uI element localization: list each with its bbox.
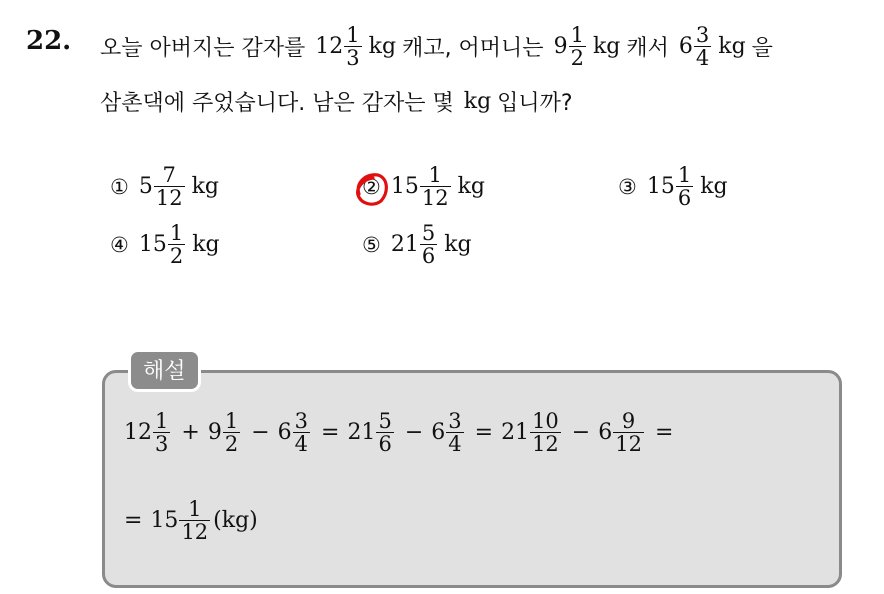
fraction	[153, 410, 170, 455]
question-text-5: 삼촌댁에 주었습니다. 남은 감자는 몇	[100, 91, 454, 116]
fraction	[154, 164, 185, 209]
denominator: 12	[532, 432, 559, 457]
numerator: 3	[448, 409, 462, 433]
fraction	[344, 24, 361, 69]
question-text-3: 캐서	[626, 36, 669, 62]
mixed-whole: 5	[138, 174, 153, 200]
fraction	[446, 410, 463, 455]
fraction	[694, 24, 711, 69]
denominator: 2	[570, 46, 584, 71]
answer-circle-icon	[353, 170, 391, 208]
choice-3[interactable]	[618, 164, 734, 209]
mixed-whole: 6	[678, 34, 693, 60]
numerator: 5	[378, 409, 392, 433]
numerator: 5	[421, 221, 436, 245]
fraction	[676, 164, 693, 209]
denominator: 4	[448, 432, 462, 457]
question-text-4: 을	[751, 36, 773, 62]
denominator: 4	[294, 432, 308, 457]
choice-marker: ③	[618, 174, 637, 199]
numerator: 1	[188, 497, 202, 521]
mixed-whole: 6	[431, 420, 446, 446]
mixed-whole: 21	[347, 420, 376, 446]
denominator: 6	[421, 244, 436, 269]
fraction	[569, 24, 586, 69]
question-text-6: 입니까?	[497, 91, 573, 116]
fraction	[420, 164, 451, 209]
fraction	[168, 222, 185, 267]
denominator: 3	[155, 432, 169, 457]
numerator: 3	[294, 409, 308, 433]
numerator: 1	[155, 409, 169, 433]
unit-kg: kg	[192, 232, 220, 258]
choice-5[interactable]	[362, 222, 478, 267]
solution-tag: 해설	[128, 349, 201, 392]
choice-marker: ④	[110, 232, 129, 257]
question-number: 22.	[26, 26, 72, 56]
numerator: 1	[169, 221, 184, 245]
denominator: 4	[695, 46, 710, 71]
mixed-whole: 12	[315, 34, 344, 60]
numerator: 1	[677, 163, 692, 187]
mixed-whole: 15	[150, 508, 179, 534]
mixed-whole: 15	[138, 232, 167, 258]
mixed-whole: 9	[553, 34, 568, 60]
equals: =	[321, 420, 340, 446]
question-line-1	[100, 24, 773, 69]
operator: −	[404, 420, 424, 446]
numerator: 10	[532, 409, 559, 433]
unit-kg: kg	[700, 174, 728, 200]
choice-marker: ②	[362, 174, 381, 199]
fraction	[376, 410, 393, 455]
fraction	[223, 410, 240, 455]
mixed-whole: 9	[207, 420, 222, 446]
mixed-whole: 6	[598, 420, 613, 446]
unit-kg: kg	[718, 34, 746, 60]
numerator: 1	[428, 163, 442, 187]
fraction	[613, 410, 644, 455]
denominator: 2	[224, 432, 239, 457]
denominator: 12	[181, 520, 209, 545]
denominator: 12	[615, 432, 642, 457]
unit-kg: kg	[457, 174, 485, 200]
choice-4[interactable]	[110, 222, 226, 267]
fraction	[420, 222, 437, 267]
fraction	[179, 498, 210, 543]
numerator: 1	[570, 23, 584, 47]
mixed-whole: 15	[390, 174, 419, 200]
fraction	[530, 410, 561, 455]
mixed-whole: 12	[124, 420, 152, 446]
question-text-1: 오늘 아버지는 감자를	[100, 36, 306, 62]
unit-kg: kg	[368, 34, 397, 60]
mixed-whole: 21	[501, 420, 530, 446]
numerator: 9	[621, 409, 636, 433]
numerator: 7	[162, 163, 176, 187]
denominator: 12	[421, 186, 449, 211]
denominator: 6	[677, 186, 692, 211]
choice-marker: ⑤	[362, 232, 381, 257]
solution-box	[102, 370, 842, 588]
denominator: 3	[346, 46, 360, 71]
mixed-whole: 6	[277, 420, 292, 446]
unit-kg: kg	[444, 232, 472, 258]
choice-marker: ①	[110, 174, 129, 199]
equals: =	[654, 420, 674, 446]
numerator: 1	[224, 409, 239, 433]
denominator: 6	[378, 432, 392, 457]
equals: =	[474, 420, 494, 446]
unit-kg-paren: (kg)	[213, 508, 258, 534]
fraction	[293, 410, 310, 455]
unit-kg: kg	[191, 174, 219, 200]
mixed-whole: 21	[390, 232, 419, 258]
operator: −	[251, 420, 270, 446]
operator: −	[571, 420, 591, 446]
denominator: 12	[155, 186, 183, 211]
solution-row-2	[124, 498, 258, 543]
mixed-whole: 15	[646, 174, 675, 200]
numerator: 1	[346, 23, 360, 47]
denominator: 2	[169, 244, 184, 269]
choice-1[interactable]	[110, 164, 225, 209]
operator: +	[181, 420, 200, 446]
unit-kg: kg	[463, 89, 492, 114]
numerator: 3	[695, 23, 710, 47]
question-text-2: 캐고, 어머니는	[402, 36, 544, 62]
solution-row-1	[124, 410, 681, 455]
unit-kg: kg	[592, 34, 621, 60]
equals: =	[124, 508, 143, 534]
question-line-2	[100, 86, 573, 117]
